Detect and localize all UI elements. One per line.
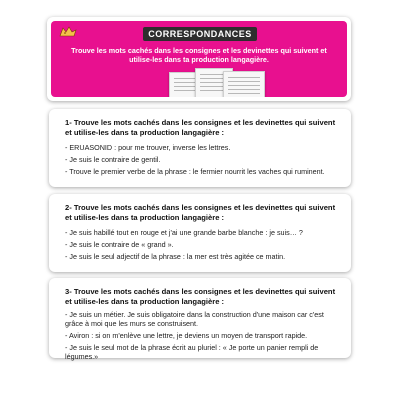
card-title: 3- Trouve les mots cachés dans les consignes et les devinettes qui suivent et utilise-les dans ta production langagière : [65,287,336,306]
exercise-card-2 [49,194,351,272]
wolf-logo-icon [59,26,77,38]
worksheet-paper [223,71,265,97]
card-title: 2- Trouve les mots cachés dans les consignes et les devinettes qui suivent et utilise-les dans ta production langagière : [65,203,336,222]
page-title: CORRESPONDANCES [143,27,257,41]
header-subtitle: Trouve les mots cachés dans les consignes et les devinettes qui suivent et utilise-les dans ta production langagière. [71,46,327,64]
list-item: - Aviron : si on m'enlève une lettre, je deviens un moyen de transport rapide. [65,331,308,340]
card-title: 1- Trouve les mots cachés dans les consignes et les devinettes qui suivent et utilise-les dans ta production langagière : [65,118,336,137]
card-items [65,228,343,264]
list-item: - Je suis le contraire de gentil. [65,155,161,164]
worksheets-illustration [161,68,271,97]
card-items [65,310,343,364]
exercise-card-1 [49,109,351,187]
header-banner-area [51,21,347,97]
list-item: - ERUASONID : pour me trouver, inverse les lettres. [65,143,231,152]
list-item: - Je suis le contraire de « grand ». [65,240,174,249]
exercise-card-3 [49,278,351,361]
list-item: - Trouve le premier verbe de la phrase : le fermier nourrit les vaches qui ruminent. [65,167,325,176]
card-items [65,143,343,179]
list-item: - Je suis un métier. Je suis obligatoire dans la construction d'une maison car c'est grâce à moi que les murs se construisent. [65,310,324,328]
list-item: - Je suis le seul adjectif de la phrase : la mer est très agitée ce matin. [65,252,286,261]
list-item: - Je suis habillé tout en rouge et j'ai une grande barbe blanche : je suis… ? [65,228,303,237]
list-item: - Je suis le seul mot de la phrase écrit au pluriel : « Je porte un panier rempli de légumes.» [65,343,319,361]
header-card [47,17,351,101]
